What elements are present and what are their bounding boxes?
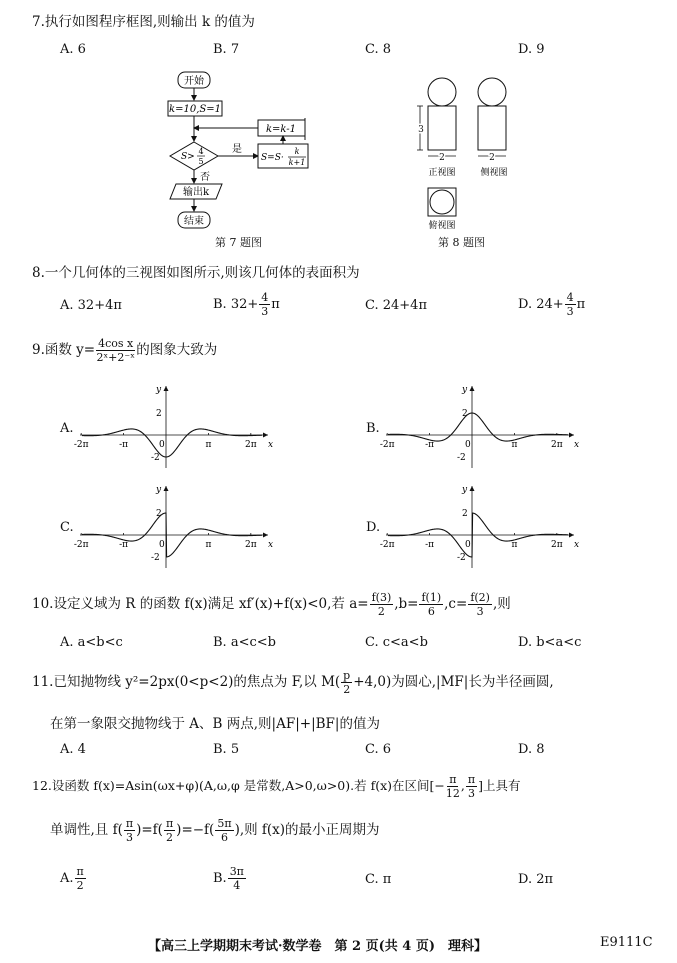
q12-line1: 12.设函数 f(x)=Asin(ωx+φ)(A,ω,φ 是常数,A>0,ω>0).若 f(x)在区间[− $\frac{\pi}{12}$ , $\frac{\pi}{3}$ ]上具有 (32, 773, 521, 800)
flow-cond-den: 5 (198, 157, 204, 166)
function-curve (82, 429, 262, 457)
side-view-cylinder (478, 106, 506, 150)
q10-stem: 10.设定义域为 R 的函数 f(x)满足 xf′(x)+f(x)<0,若 a= $\frac{f(3)}{2}$ ,b= $\frac{f(1)}{6}$ ,c= $\frac{f(2)}{3}$ ,则 (32, 591, 511, 618)
q8-figure-caption: 第 8 题图 (438, 236, 485, 249)
q11-line1: 11.已知抛物线 y²=2px(0<p<2)的焦点为 F,以 M( $\frac{p}{2}$ +4,0)为圆心,|MF|长为半径画圆, (32, 669, 554, 696)
q11-option-b: B. 5 (213, 742, 240, 757)
x-tick-label: 2π (550, 540, 563, 550)
x-axis-arrow (263, 433, 268, 438)
q9-graph-c (73, 480, 276, 570)
q11-line2: 在第一象限交抛物线于 A、B 两点,则|AF|+|BF|的值为 (50, 716, 380, 732)
y-axis-label: y (462, 485, 468, 495)
y-axis-label: y (156, 485, 162, 495)
q8-three-views (410, 74, 530, 239)
flow-no-label: 否 (200, 172, 210, 183)
q11-option-c: C. 6 (365, 742, 392, 757)
q8-option-d: D. 24+ $\frac{4}{3}$ π (518, 291, 586, 318)
front-view-height: 3 (418, 125, 424, 135)
x-axis-arrow (263, 533, 268, 538)
q12-line2: 单调性,且 f( $\frac{\pi}{3}$ )=f( $\frac{\pi}{2}$ )=−f( $\frac{5\pi}{6}$ ),则 f(x)的最小正周期为 (50, 817, 380, 844)
q9-graph-a (73, 380, 276, 470)
x-tick-label: 2π (244, 540, 257, 550)
y-tick-label: -2 (457, 453, 466, 463)
flow-update-k-text: k=k-1 (265, 124, 297, 135)
y-axis-arrow (470, 486, 475, 491)
x-axis-arrow (569, 433, 574, 438)
x-tick-label: -2π (73, 440, 89, 450)
flow-update-s-den: k+1 (288, 158, 306, 167)
top-view-circle (430, 190, 454, 214)
x-tick-label: π (205, 440, 212, 450)
y-tick-label: -2 (457, 553, 466, 563)
q9-graph-b-label: B. (366, 421, 380, 436)
x-tick-label: 2π (550, 440, 563, 450)
x-tick-label: 0 (465, 440, 471, 450)
q10-option-a: A. a<b<c (60, 635, 123, 650)
y-axis-arrow (164, 386, 169, 391)
y-tick-label: -2 (151, 553, 160, 563)
y-axis-arrow (164, 486, 169, 491)
x-tick-label: -π (425, 540, 435, 550)
x-tick-label: -2π (379, 440, 395, 450)
x-tick-label: -π (119, 440, 129, 450)
x-tick-label: 0 (465, 540, 471, 550)
x-tick-label: 0 (159, 440, 165, 450)
x-axis-label: x (268, 440, 274, 450)
q7-stem: 7.执行如图程序框图,则输出 k 的值为 (32, 14, 255, 30)
q7-figure-caption: 第 7 题图 (215, 236, 262, 249)
q8-option-b: B. 32+ $\frac{4}{3}$ π (213, 291, 280, 318)
y-axis-label: y (156, 385, 162, 395)
x-tick-label: 0 (159, 540, 165, 550)
q9-graph-c-label: C. (60, 520, 74, 535)
x-axis-label: x (268, 540, 274, 550)
front-view-label: 正视图 (428, 168, 456, 178)
q8-stem: 8.一个几何体的三视图如图所示,则该几何体的表面积为 (32, 265, 360, 281)
q9-graph-b (379, 380, 582, 470)
y-axis-arrow (470, 386, 475, 391)
flow-start-text: 开始 (184, 76, 204, 87)
q7-option-b: B. 7 (213, 42, 240, 57)
x-axis-arrow (569, 533, 574, 538)
q11-option-d: D. 8 (518, 742, 545, 757)
q9-graph-a-label: A. (60, 421, 74, 436)
x-tick-label: -π (119, 540, 129, 550)
flow-output-text: 输出k (182, 187, 210, 198)
front-view-sphere (428, 78, 456, 106)
x-tick-label: 2π (244, 440, 257, 450)
page-footer: 【高三上学期期末考试·数学卷 第 2 页(共 4 页) 理科】 (148, 939, 488, 954)
x-tick-label: -π (425, 440, 435, 450)
flow-init-text: k=10,S=1 (169, 104, 221, 115)
y-tick-label: -2 (151, 453, 160, 463)
exam-code: E9111C (600, 935, 653, 950)
x-tick-label: π (511, 540, 518, 550)
q11-option-a: A. 4 (60, 742, 86, 757)
function-curve (388, 413, 568, 441)
q7-option-c: C. 8 (365, 42, 392, 57)
q9-graph-d-label: D. (366, 520, 381, 535)
y-axis-label: y (462, 385, 468, 395)
side-view-label: 侧视图 (480, 168, 508, 178)
q10-option-b: B. a<c<b (213, 635, 276, 650)
q12-option-a: A. $\frac{\pi}{2}$ (60, 865, 84, 892)
y-tick-label: 2 (156, 509, 162, 519)
side-view-width: 2 (489, 153, 495, 163)
top-view-label: 俯视图 (428, 221, 456, 231)
y-tick-label: 2 (462, 409, 468, 419)
q9-graph-d (379, 480, 582, 570)
q12-option-b: B. $\frac{3\pi}{4}$ (213, 865, 244, 892)
flow-update-s-text: S=S· (261, 153, 284, 163)
y-tick-label: 2 (156, 409, 162, 419)
x-tick-label: -2π (379, 540, 395, 550)
x-tick-label: -2π (73, 540, 89, 550)
flow-yes-label: 是 (232, 144, 242, 155)
x-axis-label: x (574, 440, 580, 450)
flow-end-text: 结束 (184, 216, 204, 227)
q12-option-c: C. π (365, 872, 392, 887)
q7-option-d: D. 9 (518, 42, 545, 57)
front-view-width: 2 (439, 153, 445, 163)
x-tick-label: π (511, 440, 518, 450)
q10-option-d: D. b<a<c (518, 635, 582, 650)
x-axis-label: x (574, 540, 580, 550)
q9-stem: 9.函数 y= $\frac{\text{4cos x}}{\text{2ˣ+2⁻ˣ}}$ 的图象大致为 (32, 337, 218, 364)
y-tick-label: 2 (462, 509, 468, 519)
q12-option-d: D. 2π (518, 872, 554, 887)
flow-cond-num: 4 (198, 147, 204, 156)
flow-cond-text: S> (181, 152, 195, 162)
q7-flowchart (160, 68, 315, 248)
side-view-sphere (478, 78, 506, 106)
flow-update-s-num: k (294, 147, 300, 156)
q8-option-a: A. 32+4π (60, 298, 122, 313)
x-tick-label: π (205, 540, 212, 550)
q8-option-c: C. 24+4π (365, 298, 427, 313)
front-view-cylinder (428, 106, 456, 150)
q10-option-c: C. c<a<b (365, 635, 428, 650)
q7-option-a: A. 6 (60, 42, 86, 57)
